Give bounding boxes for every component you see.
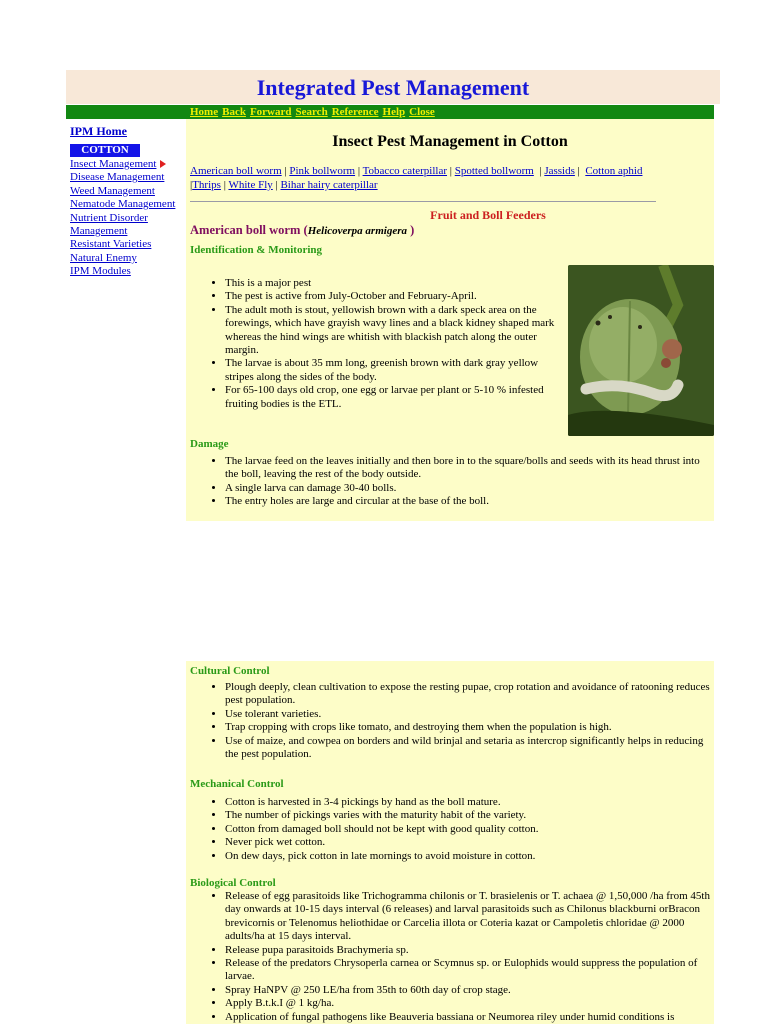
pest-link-american-boll-worm[interactable]: American boll worm	[190, 165, 282, 177]
nav-home-link[interactable]: Home	[190, 106, 219, 118]
sidebar-item-weed-management[interactable]: Weed Management	[70, 184, 155, 197]
list-item: • A single larva can damage 30-40 bolls.	[225, 482, 713, 495]
ipm-home-link[interactable]: IPM Home	[70, 124, 127, 138]
list-item: • The larvae feed on the leaves initially and then bore in to the square/bolls and seeds with its head thrust into the boll, leaving the rest of the body outside.	[225, 455, 713, 482]
list-item: • Plough deeply, clean cultivation to expose the resting pupae, crop rotation and avoidance of ratooning reduces pest population.	[225, 681, 713, 708]
title-bar	[66, 70, 720, 104]
sidebar	[70, 124, 186, 279]
page-title: Insect Pest Management in Cotton	[332, 133, 568, 150]
content-panel-top	[186, 119, 714, 521]
damage-heading: Damage	[190, 438, 229, 450]
list-item: • Release pupa parasitoids Brachymeria sp.	[225, 944, 713, 957]
sidebar-item-insect-management[interactable]	[70, 158, 186, 171]
list-item: • On dew days, pick cotton in late mornings to avoid moisture in cotton.	[225, 850, 713, 863]
page-header-title: Integrated Pest Management	[256, 75, 530, 100]
pest-link-pink-bollworm[interactable]: Pink bollworm	[289, 165, 356, 177]
pest-name: American boll worm (Helicoverpa armigera )	[190, 223, 415, 237]
list-item: • Trap cropping with crops like tomato, and destroying them when the population is high.	[225, 721, 713, 734]
cotton-boll-photo	[568, 265, 714, 436]
mechanical-control-heading: Mechanical Control	[190, 778, 284, 790]
crop-badge: COTTON	[70, 144, 140, 157]
nav-close-link[interactable]: Close	[409, 106, 435, 118]
list-item: • Apply B.t.k.I @ 1 kg/ha.	[225, 997, 713, 1010]
list-item: • The entry holes are large and circular at the base of the boll.	[225, 495, 713, 508]
pest-link-tobacco-caterpillar[interactable]: Tobacco caterpillar	[362, 165, 448, 177]
pest-link-jassids[interactable]: Jassids	[544, 165, 575, 177]
pest-link-white-fly[interactable]: White Fly	[228, 179, 273, 191]
sidebar-item-disease-management[interactable]: Disease Management	[70, 171, 165, 184]
sidebar-item-label: Insect Management	[70, 158, 157, 170]
sidebar-item-nutrient-disorder[interactable]: Nutrient Disorder Management	[70, 211, 148, 238]
content-panel-bottom	[186, 661, 714, 1024]
nav-help-link[interactable]: Help	[382, 106, 406, 118]
pest-link-bihar-hairy-caterpillar[interactable]: Bihar hairy caterpillar	[280, 179, 378, 191]
list-item: • The larvae is about 35 mm long, greenish brown with dark gray yellow stripes along the sides of the body.	[225, 357, 559, 384]
list-item: • Cotton is harvested in 3-4 pickings by hand as the boll mature.	[225, 796, 713, 809]
biological-control-list	[225, 890, 713, 1024]
list-item: • The pest is active from July-October and February-April.	[225, 290, 559, 303]
mechanical-control-list	[225, 796, 713, 863]
pest-link-thrips[interactable]: Thrips	[192, 179, 221, 191]
cultural-control-list	[225, 681, 713, 761]
list-item: • Spray HaNPV @ 250 LE/ha from 35th to 60th day of crop stage.	[225, 984, 713, 997]
list-item: • Release of egg parasitoids like Trichogramma chilonis or T. brasielenis or T. achaea @ 1,50,000 /ha from 45th day onwards at 10-15 days interval (6 releases) and larval parasitoids such as Chilonus blackburni orBracon brevicornis or Telenomus heliothidae or Carcelia illota or Coteria kazat or Campoletis chloridae @ 2000 adults/ha at 15 days interval.	[225, 890, 713, 944]
nav-search-link[interactable]: Search	[295, 106, 328, 118]
list-item: • For 65-100 days old crop, one egg or larvae per plant or 5-10 % infested fruiting bodies is the ETL.	[225, 384, 559, 411]
identification-list	[225, 277, 559, 411]
nav-forward-link[interactable]: Forward	[249, 106, 292, 118]
nav-back-link[interactable]: Back	[222, 106, 246, 118]
list-item: • Use tolerant varieties.	[225, 708, 713, 721]
list-item: • Release of the predators Chrysoperla carnea or Scymnus sp. or Eulophids would suppress the population of larvae.	[225, 957, 713, 984]
arrow-right-icon	[160, 160, 166, 168]
list-item: • Use of maize, and cowpea on borders and wild brinjal and setaria as intercrop significantly helps in reducing the pest population.	[225, 735, 713, 762]
damage-list	[225, 455, 713, 509]
list-item: • Application of fungal pathogens like Beauveria bassiana or Neumorea riley under humid conditions is	[225, 1011, 713, 1024]
pest-links: American boll worm | Pink bollworm | Tobacco caterpillar | Spotted bollworm | Jassids | Cotton aphid |Thrips | White Fly | Bihar hairy caterpillar	[190, 165, 643, 191]
list-item: • The number of pickings varies with the maturity habit of the variety.	[225, 809, 713, 822]
nav-links	[190, 105, 439, 119]
nav-reference-link[interactable]: Reference	[331, 106, 379, 118]
section-heading: Fruit and Boll Feeders	[430, 208, 546, 222]
sidebar-item-natural-enemy[interactable]: Natural Enemy	[70, 251, 137, 264]
sidebar-item-resistant-varieties[interactable]: Resistant Varieties	[70, 238, 152, 251]
list-item: • Never pick wet cotton.	[225, 836, 713, 849]
pest-link-cotton-aphid[interactable]: Cotton aphid	[585, 165, 643, 177]
sidebar-item-nematode-management[interactable]: Nematode Management	[70, 198, 176, 211]
pest-scientific-name: Helicoverpa armigera	[307, 225, 407, 237]
pest-link-spotted-bollworm[interactable]: Spotted bollworm	[454, 165, 534, 177]
sidebar-item-ipm-modules[interactable]: IPM Modules	[70, 265, 131, 278]
list-item: • This is a major pest	[225, 277, 559, 290]
cotton-boll-illustration	[568, 265, 714, 436]
list-item: • The adult moth is stout, yellowish brown with a dark speck area on the forewings, which have grayish wavy lines and a black kidney shaped mark whereas the hind wings are whitish with blackish patch along the outer margin.	[225, 304, 559, 358]
cultural-control-heading: Cultural Control	[190, 665, 270, 677]
identification-heading: Identification & Monitoring	[190, 244, 322, 256]
pest-common-name: American boll worm	[190, 223, 301, 237]
nav-bar	[66, 105, 714, 119]
list-item: • Cotton from damaged boll should not be kept with good quality cotton.	[225, 823, 713, 836]
horizontal-divider	[190, 201, 656, 202]
biological-control-heading: Biological Control	[190, 877, 276, 889]
